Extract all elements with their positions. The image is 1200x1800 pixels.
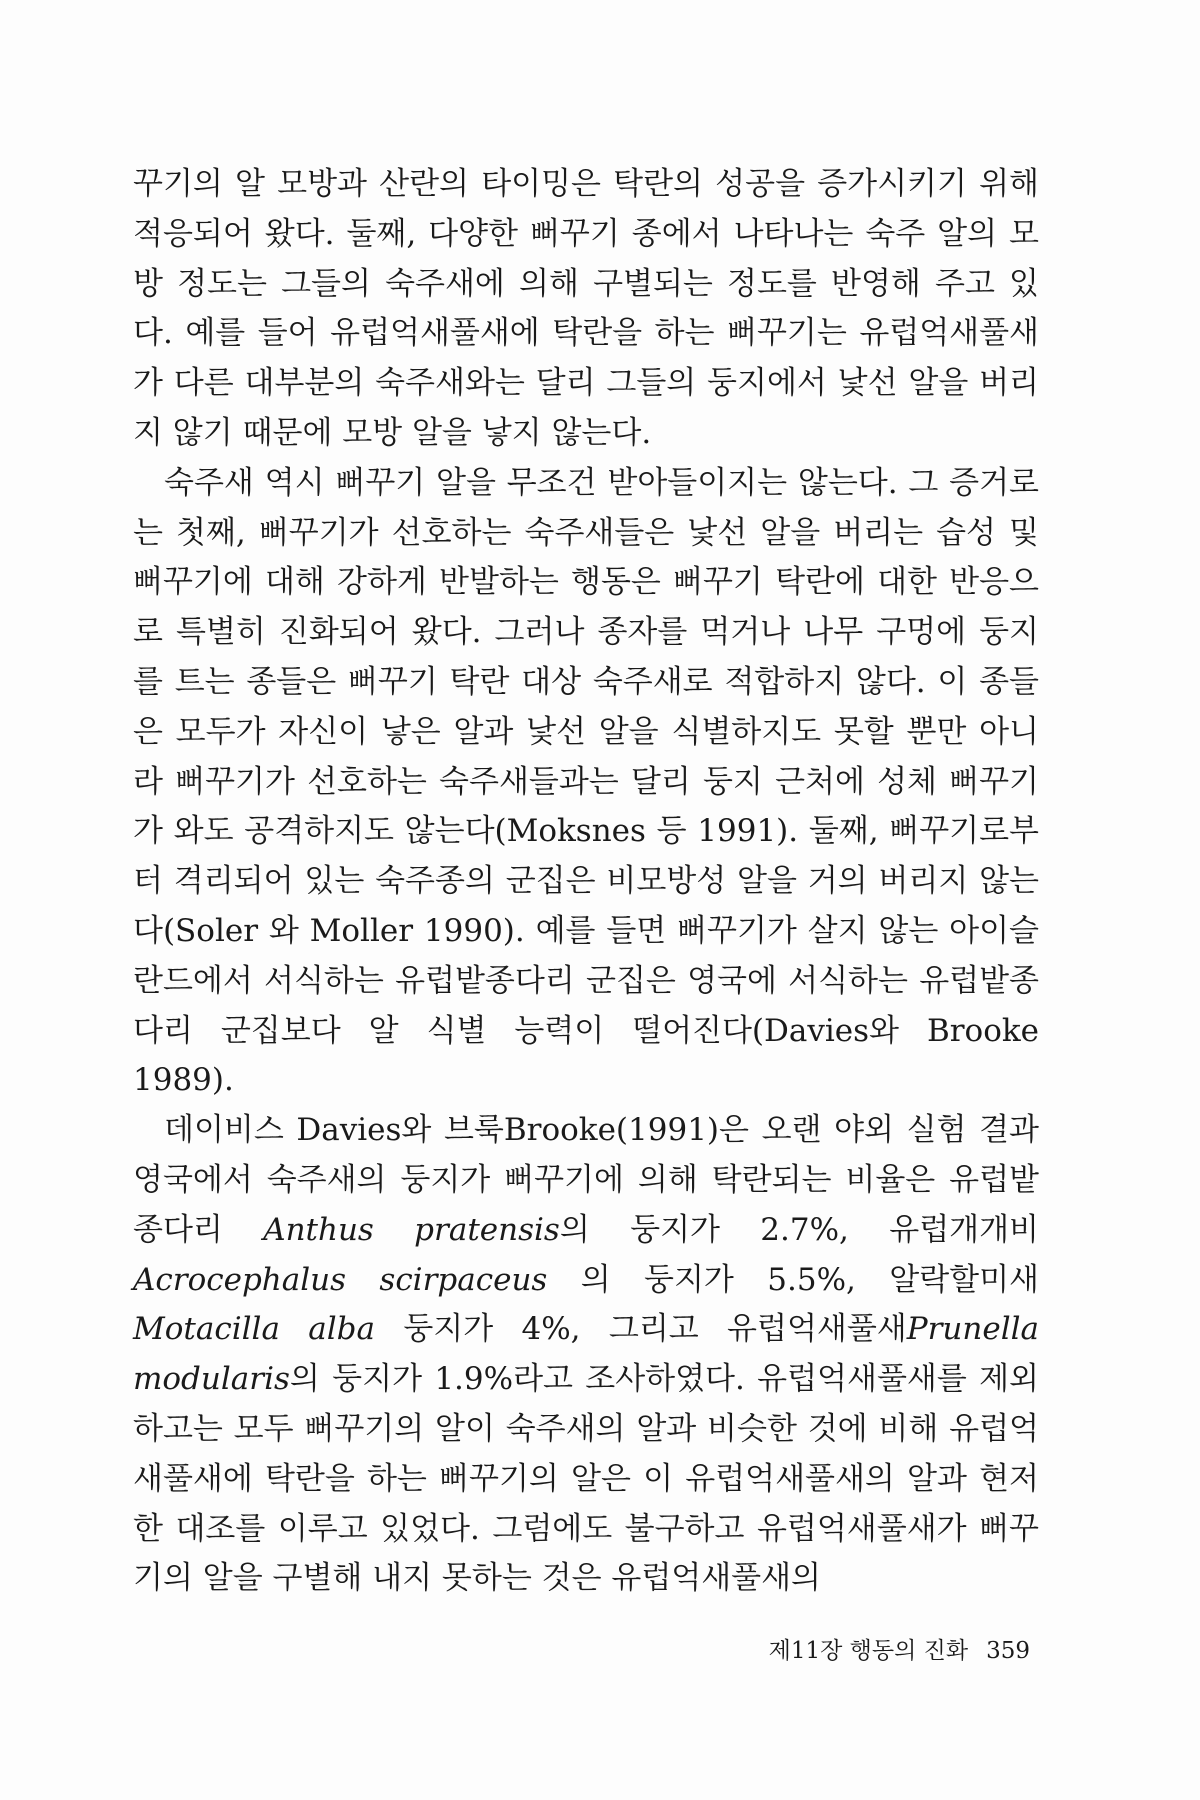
- species-name-anthus: Anthus pratensis: [263, 1211, 560, 1248]
- paragraph-2-text: 숙주새 역시 뻐꾸기 알을 무조건 받아들이지는 않는다. 그 증거로는 첫째, 뻐꾸기가 선호하는 숙주새들은 낯선 알을 버리는 습성 및 뻐꾸기에 대해 강하게 반발하는 행동은 뻐꾸기 탁란에 대한 반응으로 특별히 진화되어 왔다. 그러나 종자를 먹거나 나무 구멍에 둥지를 트는 종들은 뻐꾸기 탁란 대상 숙주새로 적합하지 않다. 이 종들은 모두가 자신이 낳은 알과 낯선 알을 식별하지도 못할 뿐만 아니라 뻐꾸기가 선호하는 숙주새들과는 달리 둥지 근처에 성체 뻐꾸기가 와도 공격하지도 않는다(Moksnes 등 1991). 둘째, 뻐꾸기로부터 격리되어 있는 숙주종의 군집은 비모방성 알을 거의 버리지 않는다(Soler 와 Moller 1990). 예를 들면 뻐꾸기가 살지 않는 아이슬란드에서 서식하는 유럽밭종다리 군집은 영국에 서식하는 유럽밭종다리 군집보다 알 식별 능력이 떨어진다(Davies와 Brooke 1989).: [133, 464, 1039, 1099]
- page-number: 359: [986, 1638, 1030, 1664]
- paragraph-3-segment: 데이비스 Davies와 브룩Brooke(1991)은 오랜 야외 실험 결과 영국에서 숙주새의 둥지가 뻐꾸기에 의해 탁란되는 비율은 유럽밭종다리: [133, 1112, 1039, 1248]
- species-name-acrocephalus: Acrocephalus scirpaceus: [133, 1261, 548, 1298]
- species-name-prunella: Prunella modularis: [133, 1311, 1039, 1398]
- paragraph-1-text: 꾸기의 알 모방과 산란의 타이밍은 탁란의 성공을 증가시키기 위해 적응되어 왔다. 둘째, 다양한 뻐꾸기 종에서 나타나는 숙주 알의 모방 정도는 그들의 숙주새에 의해 구별되는 정도를 반영해 주고 있다. 예를 들어 유럽억새풀새에 탁란을 하는 뻐꾸기는 유럽억새풀새가 다른 대부분의 숙주새와는 달리 그들의 둥지에서 낯선 알을 버리지 않기 때문에 모방 알을 낳지 않는다.: [133, 166, 1039, 451]
- body-text: [133, 160, 1039, 1604]
- chapter-title: 제11장 행동의 진화: [768, 1638, 969, 1664]
- page-footer: [700, 1632, 1030, 1665]
- paragraph-1: [133, 160, 1039, 459]
- paragraph-3: [133, 1106, 1039, 1604]
- species-name-motacilla: Motacilla alba: [133, 1311, 375, 1348]
- paragraph-3-segment: 의 둥지가 1.9%라고 조사하였다. 유럽억새풀새를 제외하고는 모두 뻐꾸기의 알이 숙주새의 알과 비슷한 것에 비해 유럽억새풀새에 탁란을 하는 뻐꾸기의 알은 이 유럽억새풀새의 알과 현저한 대조를 이루고 있었다. 그럼에도 불구하고 유럽억새풀새가 뻐꾸기의 알을 구별해 내지 못하는 것은 유럽억새풀새의: [133, 1361, 1039, 1597]
- paragraph-2: [133, 459, 1039, 1106]
- paragraph-3-segment: 둥지가 4%, 그리고 유럽억새풀새: [375, 1311, 907, 1348]
- paragraph-3-segment: 의 둥지가 2.7%, 유럽개개비: [559, 1211, 1039, 1248]
- paragraph-3-segment: 의 둥지가 5.5%, 알락할미새: [547, 1261, 1039, 1298]
